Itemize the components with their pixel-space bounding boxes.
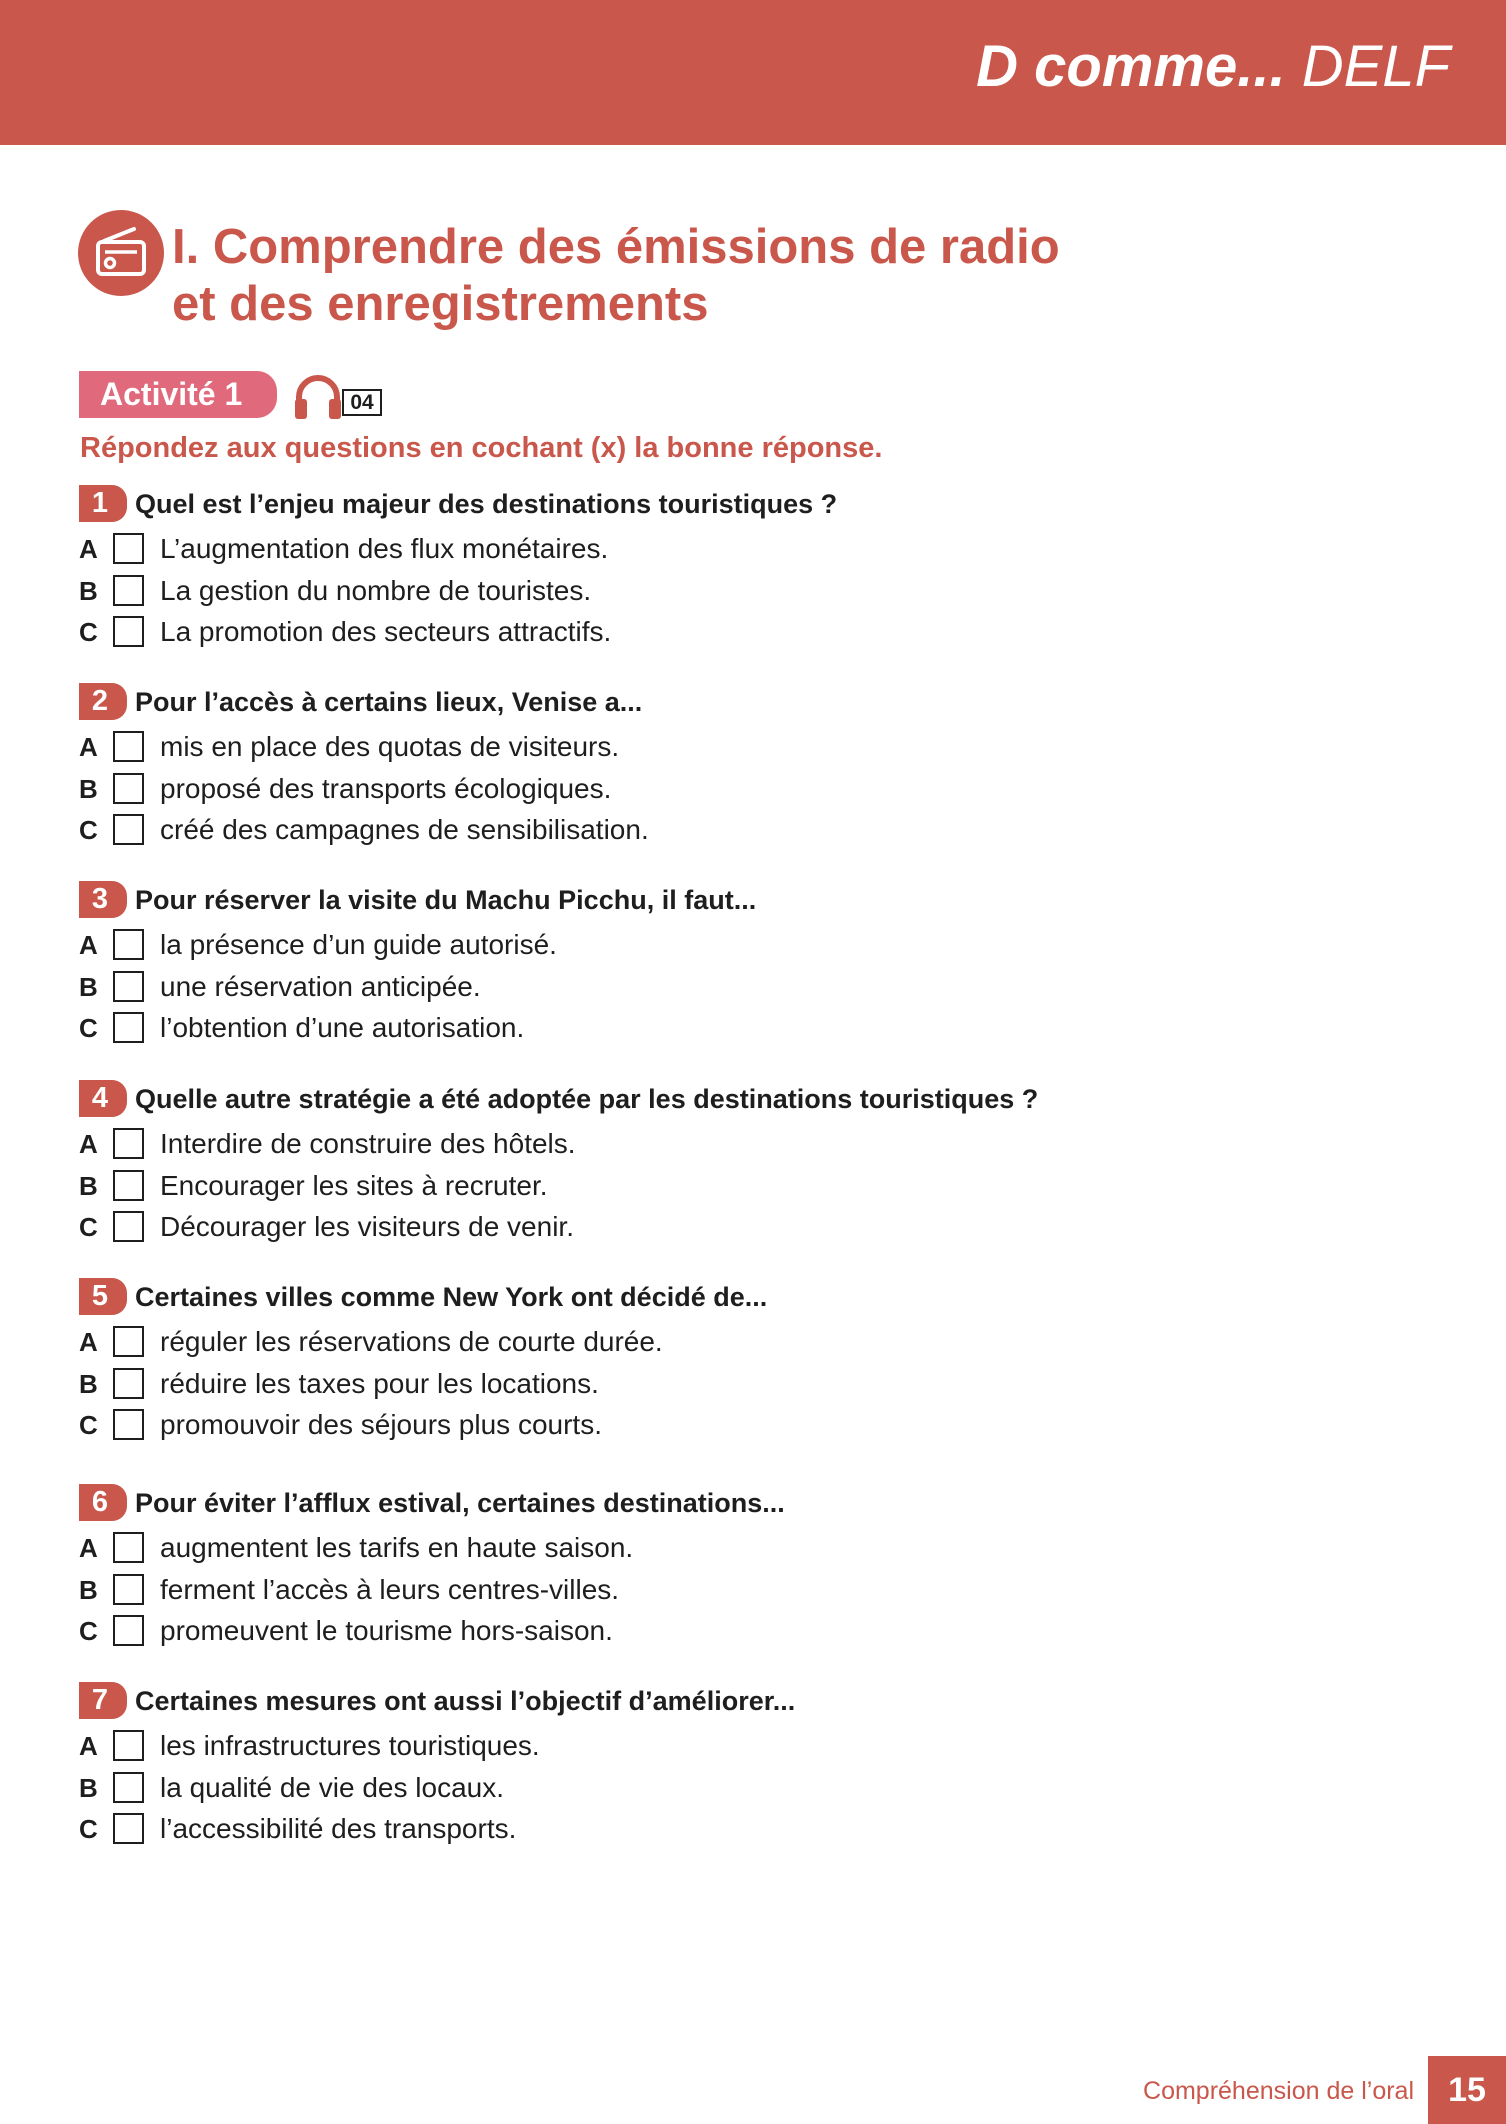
header-banner [0, 0, 1506, 145]
option-text: créé des campagnes de sensibilisation. [160, 814, 649, 845]
answer-checkbox[interactable] [113, 616, 144, 647]
answer-checkbox[interactable] [113, 1730, 144, 1761]
answer-option-a [79, 923, 1279, 965]
question-number-badge: 2 [79, 683, 127, 720]
question-header [79, 1482, 1279, 1526]
question-5 [79, 1276, 1279, 1445]
question-header [79, 483, 1279, 527]
question-header [79, 1078, 1279, 1122]
question-3 [79, 879, 1279, 1048]
question-text: Certaines mesures ont aussi l’objectif d’améliorer... [135, 1686, 796, 1716]
option-letter: C [79, 1410, 98, 1440]
section-title [172, 219, 1060, 333]
activity-badge: Activité 1 [79, 371, 277, 418]
question-number-badge: 5 [79, 1278, 127, 1315]
question-number-badge: 3 [79, 881, 127, 918]
answer-checkbox[interactable] [113, 971, 144, 1002]
option-text: La gestion du nombre de touristes. [160, 574, 592, 606]
option-letter: C [79, 617, 98, 647]
instruction-text: Répondez aux questions en cochant (x) la bonne réponse. [80, 432, 883, 464]
question-4 [79, 1078, 1279, 1247]
question-header [79, 1680, 1279, 1724]
answer-option-a [79, 1320, 1279, 1362]
section-title-line-2: et des enregistrements [172, 277, 709, 331]
answer-option-a [79, 527, 1279, 569]
option-text: Interdire de construire des hôtels. [160, 1128, 576, 1159]
answer-option-b [79, 569, 1279, 611]
answer-checkbox[interactable] [113, 1574, 144, 1605]
answer-checkbox[interactable] [113, 1532, 144, 1563]
question-number-badge: 6 [79, 1484, 127, 1521]
answer-option-c [79, 1609, 1279, 1651]
option-letter: C [79, 1616, 98, 1646]
option-text: la présence d’un guide autorisé. [160, 929, 557, 960]
answer-option-b [79, 767, 1279, 809]
answer-checkbox[interactable] [113, 1368, 144, 1399]
answer-checkbox[interactable] [113, 1012, 144, 1043]
option-letter: A [79, 930, 98, 960]
answer-checkbox[interactable] [113, 575, 144, 606]
option-text: proposé des transports écologiques. [160, 772, 612, 804]
question-text: Quel est l’enjeu majeur des destinations touristiques ? [135, 489, 838, 519]
footer-section-label: Compréhension de l’oral [1143, 2077, 1414, 2105]
answer-checkbox[interactable] [113, 1211, 144, 1242]
option-letter: A [79, 1129, 98, 1159]
option-letter: B [79, 1170, 98, 1201]
option-letter: C [79, 1013, 98, 1043]
option-letter: A [79, 534, 98, 564]
answer-option-a [79, 1122, 1279, 1164]
answer-checkbox[interactable] [113, 1772, 144, 1803]
question-text: Quelle autre stratégie a été adoptée par les destinations touristiques ? [135, 1084, 1039, 1114]
answer-option-b [79, 1568, 1279, 1610]
option-text: la qualité de vie des locaux. [160, 1771, 504, 1803]
answer-option-c [79, 1205, 1279, 1247]
option-letter: B [79, 1772, 98, 1803]
option-letter: A [79, 1533, 98, 1563]
answer-checkbox[interactable] [113, 814, 144, 845]
section-title-line-1: I. Comprendre des émissions de radio [172, 220, 1060, 274]
radio-icon [78, 210, 164, 296]
option-text: promouvoir des séjours plus courts. [160, 1409, 602, 1440]
question-1 [79, 483, 1279, 652]
question-text: Pour l’accès à certains lieux, Venise a... [135, 687, 643, 717]
question-text: Certaines villes comme New York ont décidé de... [135, 1282, 768, 1312]
answer-checkbox[interactable] [113, 1170, 144, 1201]
option-text: Décourager les visiteurs de venir. [160, 1211, 574, 1242]
answer-checkbox[interactable] [113, 533, 144, 564]
question-header [79, 1276, 1279, 1320]
header-title-regular: DELF [1301, 34, 1450, 99]
option-text: une réservation anticipée. [160, 970, 481, 1002]
option-text: L’augmentation des flux monétaires. [160, 533, 609, 564]
answer-checkbox[interactable] [113, 929, 144, 960]
answer-checkbox[interactable] [113, 1409, 144, 1440]
answer-checkbox[interactable] [113, 1813, 144, 1844]
question-number-badge: 7 [79, 1682, 127, 1719]
option-text: réduire les taxes pour les locations. [160, 1367, 599, 1399]
answer-option-b [79, 1766, 1279, 1808]
audio-track-number: 04 [342, 389, 382, 416]
answer-option-c [79, 610, 1279, 652]
option-text: l’obtention d’une autorisation. [160, 1012, 525, 1043]
question-7 [79, 1680, 1279, 1849]
answer-option-c [79, 1403, 1279, 1445]
question-6 [79, 1482, 1279, 1651]
answer-checkbox[interactable] [113, 1615, 144, 1646]
header-title-bold: D comme... [976, 34, 1286, 99]
answer-option-c [79, 1006, 1279, 1048]
header-title [976, 32, 1450, 102]
option-letter: A [79, 732, 98, 762]
answer-option-b [79, 965, 1279, 1007]
option-text: promeuvent le tourisme hors-saison. [160, 1615, 613, 1646]
question-2 [79, 681, 1279, 850]
answer-option-a [79, 725, 1279, 767]
option-text: réguler les réservations de courte durée. [160, 1326, 663, 1357]
answer-checkbox[interactable] [113, 1326, 144, 1357]
option-letter: B [79, 1368, 98, 1399]
question-number-badge: 1 [79, 485, 127, 522]
answer-option-a [79, 1526, 1279, 1568]
option-letter: B [79, 575, 98, 606]
answer-option-b [79, 1362, 1279, 1404]
option-text: Encourager les sites à recruter. [160, 1169, 548, 1201]
option-letter: C [79, 1814, 98, 1844]
answer-checkbox[interactable] [113, 1128, 144, 1159]
option-letter: B [79, 1574, 98, 1605]
option-letter: B [79, 971, 98, 1002]
option-text: mis en place des quotas de visiteurs. [160, 731, 620, 762]
option-text: l’accessibilité des transports. [160, 1813, 517, 1844]
question-number-badge: 4 [79, 1080, 127, 1117]
answer-checkbox[interactable] [113, 731, 144, 762]
answer-checkbox[interactable] [113, 773, 144, 804]
question-header [79, 681, 1279, 725]
option-text: augmentent les tarifs en haute saison. [160, 1532, 634, 1563]
option-text: La promotion des secteurs attractifs. [160, 616, 612, 647]
option-text: les infrastructures touristiques. [160, 1730, 540, 1761]
answer-option-a [79, 1724, 1279, 1766]
page-number: 15 [1428, 2056, 1506, 2124]
question-header [79, 879, 1279, 923]
option-letter: A [79, 1731, 98, 1761]
option-text: ferment l’accès à leurs centres-villes. [160, 1573, 620, 1605]
option-letter: B [79, 773, 98, 804]
option-letter: A [79, 1327, 98, 1357]
option-letter: C [79, 1212, 98, 1242]
question-text: Pour réserver la visite du Machu Picchu, il faut... [135, 885, 757, 915]
answer-option-c [79, 808, 1279, 850]
answer-option-b [79, 1164, 1279, 1206]
question-text: Pour éviter l’afflux estival, certaines destinations... [135, 1488, 785, 1518]
answer-option-c [79, 1807, 1279, 1849]
option-letter: C [79, 815, 98, 845]
